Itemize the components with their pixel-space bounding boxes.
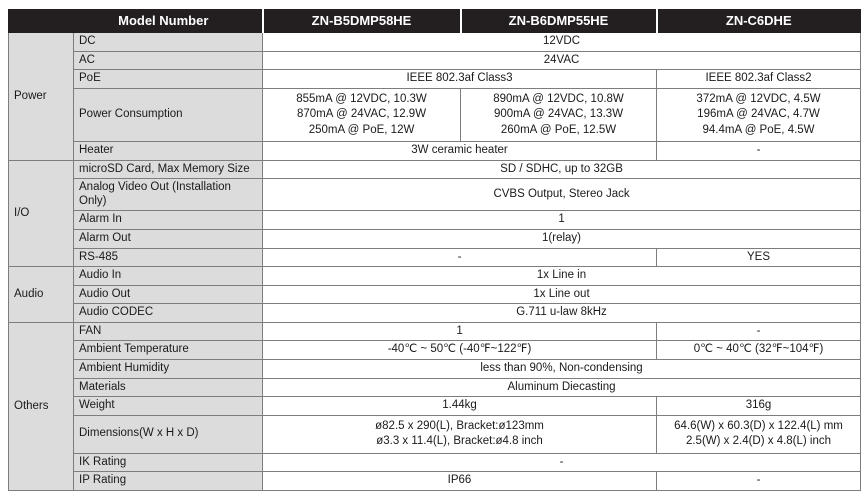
spec-label-ac: AC <box>74 51 263 70</box>
table-row <box>9 472 861 491</box>
spec-label-materials: Materials <box>74 378 263 397</box>
spec-value-col3-fan: - <box>657 322 861 341</box>
spec-value-all-alarm-in: 1 <box>263 211 861 230</box>
spec-label-rs-485: RS-485 <box>74 248 263 267</box>
spec-value-col3-poe: IEEE 802.3af Class2 <box>657 70 861 89</box>
table-body <box>9 33 861 491</box>
spec-label-ambient-temperature: Ambient Temperature <box>74 341 263 360</box>
spec-label-weight: Weight <box>74 397 263 416</box>
table-row <box>9 33 861 52</box>
table-row <box>9 88 861 142</box>
spec-value-12-fan: 1 <box>263 322 657 341</box>
spec-label-ip-rating: IP Rating <box>74 472 263 491</box>
spec-label-ambient-humidity: Ambient Humidity <box>74 359 263 378</box>
spec-value-12-poe: IEEE 802.3af Class3 <box>263 70 657 89</box>
specification-table <box>8 9 861 491</box>
spec-value-col3-ip-rating: - <box>657 472 861 491</box>
spec-label-dc: DC <box>74 33 263 52</box>
table-row <box>9 179 861 211</box>
spec-value-col3-ambient-temperature: 0℃ ~ 40℃ (32℉~104℉) <box>657 341 861 360</box>
spec-value-col1-power-consumption: 855mA @ 12VDC, 10.3W 870mA @ 24VAC, 12.9W 250mA @ PoE, 12W <box>263 88 461 142</box>
spec-value-all-audio-codec: G.711 u-law 8kHz <box>263 304 861 323</box>
spec-label-alarm-in: Alarm In <box>74 211 263 230</box>
spec-value-all-microsd-card-max-memory-size: SD / SDHC, up to 32GB <box>263 160 861 179</box>
spec-label-audio-codec: Audio CODEC <box>74 304 263 323</box>
group-label-power: Power <box>9 33 74 161</box>
table-row <box>9 248 861 267</box>
spec-value-all-dc: 12VDC <box>263 33 861 52</box>
spec-label-poe: PoE <box>74 70 263 89</box>
table-row <box>9 51 861 70</box>
spec-value-col3-heater: - <box>657 142 861 161</box>
spec-value-all-ambient-humidity: less than 90%, Non-condensing <box>263 359 861 378</box>
table-row <box>9 230 861 249</box>
spec-value-all-audio-in: 1x Line in <box>263 267 861 286</box>
spec-value-col2-power-consumption: 890mA @ 12VDC, 10.8W 900mA @ 24VAC, 13.3W 260mA @ PoE, 12.5W <box>461 88 657 142</box>
specification-table-container <box>8 9 860 491</box>
spec-label-power-consumption: Power Consumption <box>74 88 263 142</box>
table-header-row <box>9 10 861 33</box>
table-row <box>9 70 861 89</box>
table-row <box>9 397 861 416</box>
spec-value-12-ambient-temperature: -40℃ ~ 50℃ (-40℉~122℉) <box>263 341 657 360</box>
spec-value-all-analog-video-out-installation-only: CVBS Output, Stereo Jack <box>263 179 861 211</box>
table-row <box>9 304 861 323</box>
spec-label-fan: FAN <box>74 322 263 341</box>
spec-label-dimensions-w-x-h-x-d: Dimensions(W x H x D) <box>74 415 263 453</box>
spec-label-microsd-card-max-memory-size: microSD Card, Max Memory Size <box>74 160 263 179</box>
spec-value-12-heater: 3W ceramic heater <box>263 142 657 161</box>
spec-value-12-weight: 1.44kg <box>263 397 657 416</box>
spec-value-12-ip-rating: IP66 <box>263 472 657 491</box>
group-label-i-o: I/O <box>9 160 74 266</box>
header-model-number: Model Number <box>9 10 263 33</box>
spec-label-heater: Heater <box>74 142 263 161</box>
table-row <box>9 211 861 230</box>
group-label-audio: Audio <box>9 267 74 323</box>
spec-value-all-audio-out: 1x Line out <box>263 285 861 304</box>
spec-value-col3-power-consumption: 372mA @ 12VDC, 4.5W 196mA @ 24VAC, 4.7W 94.4mA @ PoE, 4.5W <box>657 88 861 142</box>
table-row <box>9 142 861 161</box>
spec-label-audio-in: Audio In <box>74 267 263 286</box>
table-row <box>9 267 861 286</box>
spec-value-12-dimensions-w-x-h-x-d: ø82.5 x 290(L), Bracket:ø123mm ø3.3 x 11.4(L), Bracket:ø4.8 inch <box>263 415 657 453</box>
header-model-3: ZN-C6DHE <box>657 10 861 33</box>
table-row <box>9 285 861 304</box>
spec-label-alarm-out: Alarm Out <box>74 230 263 249</box>
spec-value-col3-rs-485: YES <box>657 248 861 267</box>
header-model-1: ZN-B5DMP58HE <box>263 10 461 33</box>
table-row <box>9 341 861 360</box>
table-row <box>9 359 861 378</box>
spec-value-all-alarm-out: 1(relay) <box>263 230 861 249</box>
spec-value-col3-dimensions-w-x-h-x-d: 64.6(W) x 60.3(D) x 122.4(L) mm 2.5(W) x 2.4(D) x 4.8(L) inch <box>657 415 861 453</box>
table-row <box>9 378 861 397</box>
table-row <box>9 322 861 341</box>
group-label-others: Others <box>9 322 74 490</box>
spec-value-all-ac: 24VAC <box>263 51 861 70</box>
table-row <box>9 160 861 179</box>
spec-label-audio-out: Audio Out <box>74 285 263 304</box>
spec-value-12-rs-485: - <box>263 248 657 267</box>
spec-value-all-materials: Aluminum Diecasting <box>263 378 861 397</box>
spec-label-analog-video-out-installation-only: Analog Video Out (Installation Only) <box>74 179 263 211</box>
spec-value-col3-weight: 316g <box>657 397 861 416</box>
header-model-2: ZN-B6DMP55HE <box>461 10 657 33</box>
spec-label-ik-rating: IK Rating <box>74 453 263 472</box>
table-row <box>9 415 861 453</box>
table-row <box>9 453 861 472</box>
spec-value-all-ik-rating: - <box>263 453 861 472</box>
